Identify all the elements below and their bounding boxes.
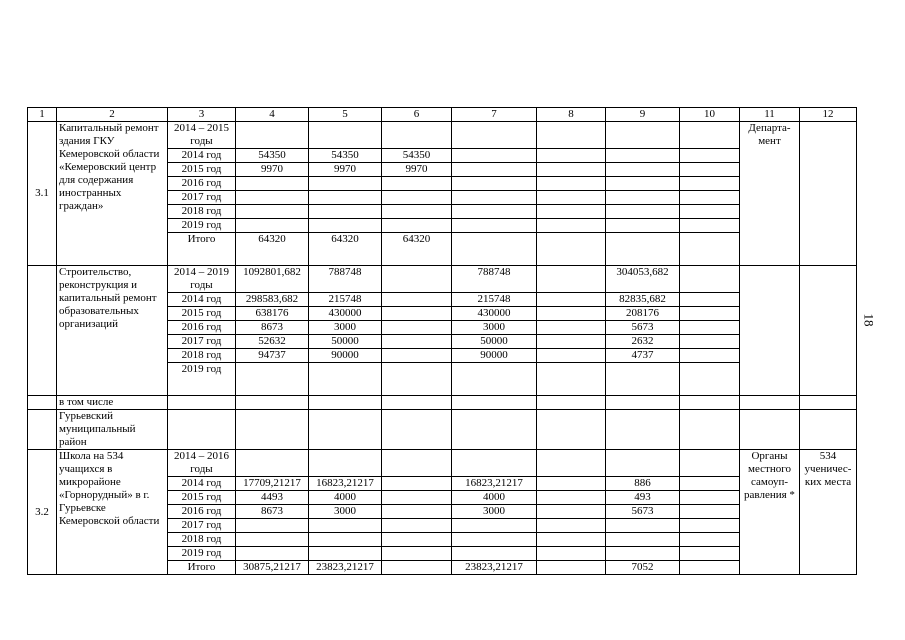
value-cell (236, 410, 309, 450)
value-cell: 64320 (236, 233, 309, 266)
value-cell (680, 450, 740, 477)
value-cell (537, 349, 606, 363)
value-cell (309, 547, 382, 561)
column-header: 9 (606, 108, 680, 122)
value-cell (537, 410, 606, 450)
value-cell (537, 163, 606, 177)
column-header: 8 (537, 108, 606, 122)
value-cell (236, 533, 309, 547)
value-cell: 430000 (309, 307, 382, 321)
value-cell: 5673 (606, 505, 680, 519)
value-cell (452, 363, 537, 396)
value-cell (452, 519, 537, 533)
value-cell (680, 561, 740, 575)
table-row (28, 410, 857, 450)
value-cell: 30875,21217 (236, 561, 309, 575)
value-cell (452, 233, 537, 266)
value-cell (680, 363, 740, 396)
value-cell (606, 233, 680, 266)
value-cell: 8673 (236, 505, 309, 519)
value-cell: 16823,21217 (309, 477, 382, 491)
value-cell (452, 547, 537, 561)
value-cell (452, 177, 537, 191)
value-cell (452, 450, 537, 477)
value-cell (537, 491, 606, 505)
value-cell: 16823,21217 (452, 477, 537, 491)
value-cell (680, 219, 740, 233)
value-cell (452, 410, 537, 450)
year-cell: 2018 год (168, 533, 236, 547)
value-cell (382, 205, 452, 219)
value-cell (537, 335, 606, 349)
value-cell (382, 491, 452, 505)
value-cell: 4000 (309, 491, 382, 505)
value-cell (452, 122, 537, 149)
value-cell (236, 519, 309, 533)
result-cell: 534 ученичес-ких места (800, 450, 857, 575)
value-cell (382, 349, 452, 363)
value-cell (680, 519, 740, 533)
row-number (28, 396, 57, 410)
value-cell: 23823,21217 (309, 561, 382, 575)
year-cell: 2014 год (168, 477, 236, 491)
value-cell: 3000 (309, 505, 382, 519)
executor-cell (740, 266, 800, 396)
year-cell: 2019 год (168, 547, 236, 561)
value-cell (606, 363, 680, 396)
value-cell (537, 321, 606, 335)
value-cell (168, 396, 236, 410)
district-name: Гурьевский муниципальный район (57, 410, 168, 450)
value-cell (537, 363, 606, 396)
value-cell (236, 547, 309, 561)
year-cell: 2017 год (168, 191, 236, 205)
value-cell (537, 396, 606, 410)
value-cell: 64320 (382, 233, 452, 266)
value-cell (606, 191, 680, 205)
value-cell (680, 321, 740, 335)
value-cell: 17709,21217 (236, 477, 309, 491)
value-cell (452, 205, 537, 219)
column-header: 3 (168, 108, 236, 122)
value-cell: 54350 (382, 149, 452, 163)
value-cell: 90000 (452, 349, 537, 363)
value-cell (537, 177, 606, 191)
year-cell: 2015 год (168, 491, 236, 505)
value-cell (382, 122, 452, 149)
value-cell (606, 163, 680, 177)
column-header: 7 (452, 108, 537, 122)
value-cell: 4493 (236, 491, 309, 505)
value-cell (382, 533, 452, 547)
value-cell: 215748 (309, 293, 382, 307)
value-cell (680, 149, 740, 163)
value-cell (537, 293, 606, 307)
value-cell: 82835,682 (606, 293, 680, 307)
value-cell (537, 205, 606, 219)
value-cell (309, 191, 382, 205)
value-cell (382, 547, 452, 561)
value-cell (680, 491, 740, 505)
value-cell (606, 149, 680, 163)
value-cell (800, 396, 857, 410)
value-cell (309, 177, 382, 191)
year-cell: 2015 год (168, 307, 236, 321)
value-cell (168, 410, 236, 450)
value-cell (680, 293, 740, 307)
period-cell: 2014 – 2015 годы (168, 122, 236, 149)
value-cell: 50000 (452, 335, 537, 349)
value-cell: 9970 (309, 163, 382, 177)
column-header: 1 (28, 108, 57, 122)
value-cell (680, 163, 740, 177)
value-cell (537, 307, 606, 321)
item-name: Капитальный ремонт здания ГКУ Кемеровской области «Кемеровский центр для содержания иностранных граждан» (57, 122, 168, 266)
year-cell: 2017 год (168, 335, 236, 349)
value-cell (382, 335, 452, 349)
value-cell (382, 396, 452, 410)
value-cell (680, 191, 740, 205)
value-cell (309, 363, 382, 396)
value-cell (606, 533, 680, 547)
value-cell: 23823,21217 (452, 561, 537, 575)
value-cell (236, 205, 309, 219)
column-header: 11 (740, 108, 800, 122)
value-cell: 4000 (452, 491, 537, 505)
value-cell (382, 450, 452, 477)
value-cell (537, 561, 606, 575)
period-cell: 2014 – 2019 годы (168, 266, 236, 293)
year-cell: 2019 год (168, 363, 236, 396)
item-name: Строительство, реконструкция и капитальный ремонт образовательных организаций (57, 266, 168, 396)
value-cell (680, 410, 740, 450)
value-cell (537, 219, 606, 233)
value-cell (680, 477, 740, 491)
value-cell: 94737 (236, 349, 309, 363)
table-row (28, 122, 857, 149)
value-cell (680, 122, 740, 149)
year-cell: 2014 год (168, 293, 236, 307)
column-header: 12 (800, 108, 857, 122)
year-cell: 2019 год (168, 219, 236, 233)
value-cell: 2632 (606, 335, 680, 349)
value-cell (680, 205, 740, 219)
value-cell (537, 122, 606, 149)
table-row (28, 450, 857, 477)
value-cell (740, 396, 800, 410)
value-cell: 8673 (236, 321, 309, 335)
value-cell (680, 177, 740, 191)
value-cell (606, 450, 680, 477)
value-cell (382, 307, 452, 321)
value-cell: 3000 (452, 321, 537, 335)
value-cell: 9970 (382, 163, 452, 177)
value-cell: 3000 (309, 321, 382, 335)
value-cell (606, 177, 680, 191)
value-cell (680, 547, 740, 561)
value-cell (537, 266, 606, 293)
value-cell (680, 533, 740, 547)
value-cell: 430000 (452, 307, 537, 321)
column-header: 10 (680, 108, 740, 122)
value-cell (382, 266, 452, 293)
value-cell (382, 561, 452, 575)
value-cell: 788748 (452, 266, 537, 293)
value-cell (800, 266, 857, 396)
value-cell: 886 (606, 477, 680, 491)
value-cell (680, 307, 740, 321)
value-cell (309, 533, 382, 547)
value-cell (452, 533, 537, 547)
period-cell: 2014 – 2016 годы (168, 450, 236, 477)
value-cell (452, 149, 537, 163)
value-cell (382, 477, 452, 491)
value-cell (309, 219, 382, 233)
budget-table (27, 107, 857, 575)
value-cell (537, 233, 606, 266)
value-cell (452, 219, 537, 233)
row-number (28, 266, 57, 396)
value-cell (236, 191, 309, 205)
value-cell: 298583,682 (236, 293, 309, 307)
value-cell (537, 505, 606, 519)
year-cell: 2018 год (168, 205, 236, 219)
year-cell: 2016 год (168, 321, 236, 335)
executor-cell: Органы местного самоуп-равления * (740, 450, 800, 575)
value-cell (606, 396, 680, 410)
page-number: 18 (861, 313, 877, 327)
value-cell (236, 122, 309, 149)
value-cell: 1092801,682 (236, 266, 309, 293)
value-cell (452, 396, 537, 410)
value-cell: 54350 (309, 149, 382, 163)
value-cell (236, 450, 309, 477)
value-cell (800, 410, 857, 450)
year-cell: 2016 год (168, 177, 236, 191)
value-cell (309, 410, 382, 450)
value-cell: 304053,682 (606, 266, 680, 293)
value-cell: 638176 (236, 307, 309, 321)
value-cell: 788748 (309, 266, 382, 293)
total-label: Итого (168, 561, 236, 575)
value-cell (382, 177, 452, 191)
column-header: 2 (57, 108, 168, 122)
column-header: 6 (382, 108, 452, 122)
value-cell (680, 349, 740, 363)
table-row (28, 108, 857, 122)
column-header: 5 (309, 108, 382, 122)
value-cell: 9970 (236, 163, 309, 177)
value-cell (309, 519, 382, 533)
value-cell (382, 505, 452, 519)
value-cell (537, 191, 606, 205)
table-row (28, 396, 857, 410)
value-cell (537, 477, 606, 491)
year-cell: 2015 год (168, 163, 236, 177)
value-cell: 52632 (236, 335, 309, 349)
value-cell (680, 335, 740, 349)
value-cell (452, 163, 537, 177)
year-cell: 2014 год (168, 149, 236, 163)
value-cell (537, 533, 606, 547)
value-cell (382, 363, 452, 396)
value-cell (680, 505, 740, 519)
year-cell: 2017 год (168, 519, 236, 533)
value-cell (800, 122, 857, 266)
value-cell (309, 122, 382, 149)
value-cell (680, 396, 740, 410)
value-cell (537, 450, 606, 477)
value-cell (452, 191, 537, 205)
value-cell: 50000 (309, 335, 382, 349)
value-cell (236, 363, 309, 396)
value-cell (680, 233, 740, 266)
value-cell (382, 519, 452, 533)
value-cell: 3000 (452, 505, 537, 519)
value-cell (382, 410, 452, 450)
value-cell (537, 547, 606, 561)
value-cell (309, 450, 382, 477)
value-cell (382, 219, 452, 233)
value-cell (606, 410, 680, 450)
value-cell (382, 293, 452, 307)
value-cell (537, 519, 606, 533)
value-cell (236, 396, 309, 410)
column-header: 4 (236, 108, 309, 122)
value-cell (606, 205, 680, 219)
value-cell (606, 519, 680, 533)
row-number (28, 410, 57, 450)
value-cell (236, 219, 309, 233)
item-name: Школа на 534 учащихся в микрорайоне «Горнорудный» в г. Гурьевске Кемеровской области (57, 450, 168, 575)
value-cell (606, 219, 680, 233)
value-cell (606, 122, 680, 149)
value-cell: 493 (606, 491, 680, 505)
value-cell (382, 321, 452, 335)
value-cell: 4737 (606, 349, 680, 363)
value-cell (606, 547, 680, 561)
value-cell (537, 149, 606, 163)
value-cell (309, 396, 382, 410)
executor-cell: Департа-мент (740, 122, 800, 266)
table-row (28, 266, 857, 293)
value-cell: 90000 (309, 349, 382, 363)
value-cell (382, 191, 452, 205)
value-cell: 54350 (236, 149, 309, 163)
value-cell: 64320 (309, 233, 382, 266)
value-cell: 215748 (452, 293, 537, 307)
year-cell: 2018 год (168, 349, 236, 363)
value-cell (740, 410, 800, 450)
value-cell (236, 177, 309, 191)
total-label: Итого (168, 233, 236, 266)
including-label: в том числе (57, 396, 168, 410)
year-cell: 2016 год (168, 505, 236, 519)
value-cell: 5673 (606, 321, 680, 335)
row-number: 3.1 (28, 122, 57, 266)
value-cell (309, 205, 382, 219)
value-cell: 208176 (606, 307, 680, 321)
value-cell: 7052 (606, 561, 680, 575)
row-number: 3.2 (28, 450, 57, 575)
value-cell (680, 266, 740, 293)
